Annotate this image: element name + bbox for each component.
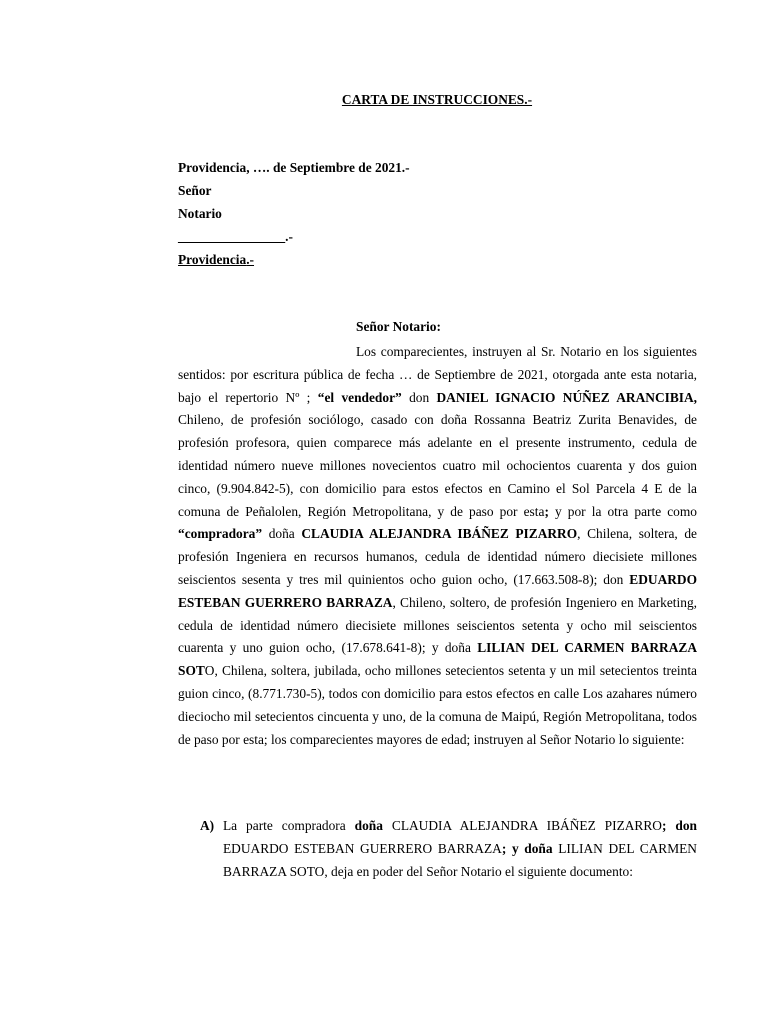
lilian-name: LILIAN DEL CARMEN BARRAZA SOT	[178, 640, 697, 679]
body-text-4: y por la otra parte como	[555, 503, 697, 519]
list-text-4: LILIAN DEL CARMEN BARRAZA SOTO, deja en poder del Señor Notario el siguiente documento:	[223, 840, 697, 879]
city-name: Providencia	[178, 252, 247, 267]
vendedor-name: DANIEL IGNACIO NÚÑEZ ARANCIBIA,	[436, 389, 697, 405]
recipient-blank: ________________	[178, 229, 286, 244]
body-text-3: Chileno, de profesión sociólogo, casado con doña Rossanna Beatriz Zurita Benavides, de profesión profesora, quien comparece más adelante en el presente instrumento, cedula de identidad número nueve millones novecientos cuatro mil ochocientos cuarenta y dos guion cinco, (9.904.842-5), con domicilio para estos efectos en Camino el Sol Parcela 4 E de la comuna de Peñalolen, Región Metropolitana, y de paso por esta	[178, 412, 697, 519]
body-semicolon: ;	[544, 503, 549, 519]
document-title: CARTA DE INSTRUCCIONES.-	[341, 92, 533, 107]
list-bold-1: doña	[354, 818, 383, 833]
list-item-a	[200, 815, 697, 883]
list-bold-4: ; y doña	[501, 840, 553, 856]
city-suffix: .-	[246, 252, 255, 267]
compradora-name: CLAUDIA ALEJANDRA IBÁÑEZ PIZARRO	[301, 526, 578, 542]
body-text-8: O, Chilena, soltera, jubilada, ocho millones setecientos setenta y un mil setecientos treinta guion cinco, (8.771.730-5), todos con domicilio para estos efectos en calle Los azahares número dieciocho mil setecientos cincuenta y uno, de la comuna de Maipú, Región Metropolitana, todos de paso por esta; los comparecientes mayores de edad; instruyen al Señor Notario lo siguiente:	[178, 663, 697, 747]
list-item-content	[223, 815, 697, 883]
body-text-1: Los comparecientes, instruyen al Sr. Notario en los siguientes sentidos: por escritura pública de fecha … de Septiembre de 2021, otorgada ante esta notaria, bajo el repertorio Nº ;	[178, 344, 697, 405]
body-text-2: don	[409, 389, 430, 405]
compradora-label: “compradora”	[178, 526, 263, 542]
salutation: Señor Notario:	[356, 319, 441, 334]
body-text-7: , Chileno, soltero, de profesión Ingeniero en Marketing, cedula de identidad número diecisiete millones seiscientos setenta y ocho mil seiscientos cuarenta y uno guion ocho, (17.678.641-8); y doña	[178, 594, 697, 656]
body-text-5: doña	[268, 526, 295, 542]
vendedor-label: “el vendedor”	[317, 389, 402, 405]
recipient-line-1: Señor	[178, 183, 212, 198]
body-text-6: , Chilena, soltera, de profesión Ingeniera en recursos humanos, cedula de identidad número diecisiete millones seiscientos sesenta y tres mil quinientos ocho guion ocho, (17.663.508-8); don	[178, 526, 697, 587]
eduardo-name: EDUARDO ESTEBAN GUERRERO BARRAZA	[178, 571, 697, 610]
body-paragraph	[178, 341, 697, 751]
list-bold-2: ;	[661, 818, 667, 833]
list-text-1: La parte compradora	[223, 818, 346, 833]
place-date: Providencia, …. de Septiembre de 2021.-	[178, 160, 410, 175]
city-line	[178, 251, 254, 269]
recipient-line-2: Notario	[178, 206, 222, 221]
recipient-blank-line	[178, 228, 293, 246]
list-text-3: EDUARDO ESTEBAN GUERRERO BARRAZA	[223, 840, 502, 856]
list-bold-3: don	[675, 818, 697, 833]
list-text-2: CLAUDIA ALEJANDRA IBÁÑEZ PIZARRO	[391, 818, 662, 833]
list-marker: A)	[200, 818, 215, 833]
recipient-blank-suffix: .-	[285, 229, 293, 244]
